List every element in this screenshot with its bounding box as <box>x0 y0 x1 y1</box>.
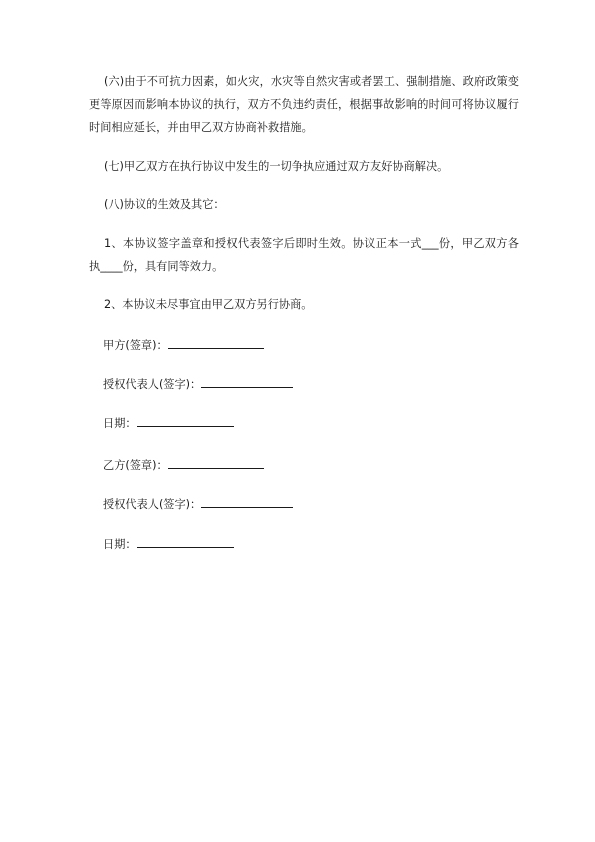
party-a-rep-label: 授权代表人(签字)： <box>103 378 202 391</box>
clause-8-item-2: 2、本协议未尽事宜由甲乙双方另行协商。 <box>104 298 313 311</box>
party-b-date-line <box>137 535 234 548</box>
party-a-seal-label: 甲方(签章)： <box>103 339 168 352</box>
party-b-seal-row <box>103 456 264 475</box>
clause-7: (七)甲乙双方在执行协议中发生的一切争执应通过双方友好协商解决。 <box>104 160 449 173</box>
party-a-seal-line <box>168 336 264 349</box>
party-b-date-label: 日期： <box>103 538 137 551</box>
party-a-date-line <box>137 414 234 427</box>
party-a-date-label: 日期： <box>103 417 137 430</box>
clause-6: (六)由于不可抗力因素，如火灾，水灾等自然灾害或者罢工、强制措施、政府政策变更等原因而影响本协议的执行，双方不负违约责任，根据事故影响的时间可将协议履行时间相应延长，并由甲乙双方协商补救措施。 <box>89 75 519 134</box>
copies-each-blank: ____ <box>100 260 123 273</box>
party-a-seal-row <box>103 336 264 355</box>
party-b-seal-label: 乙方(签章)： <box>103 459 168 472</box>
party-b-rep-label: 授权代表人(签字)： <box>103 498 202 511</box>
party-b-rep-line <box>201 495 293 508</box>
copies-total-blank: ___ <box>421 237 439 250</box>
clause-8: (八)协议的生效及其它： <box>104 198 225 211</box>
party-a-rep-row <box>103 375 293 394</box>
party-b-date-row <box>103 535 234 554</box>
party-b-seal-line <box>168 456 264 469</box>
party-a-rep-line <box>201 375 293 388</box>
party-b-rep-row <box>103 495 293 514</box>
item-1-text-c: 份，具有同等效力。 <box>122 260 224 273</box>
party-a-date-row <box>103 414 234 433</box>
item-1-text-b: 份，甲乙双方各执 <box>89 237 519 273</box>
item-1-text-a: 1、本协议签字盖章和授权代表签字后即时生效。协议正本一式 <box>104 237 422 250</box>
clause-8-item-1 <box>89 232 519 278</box>
